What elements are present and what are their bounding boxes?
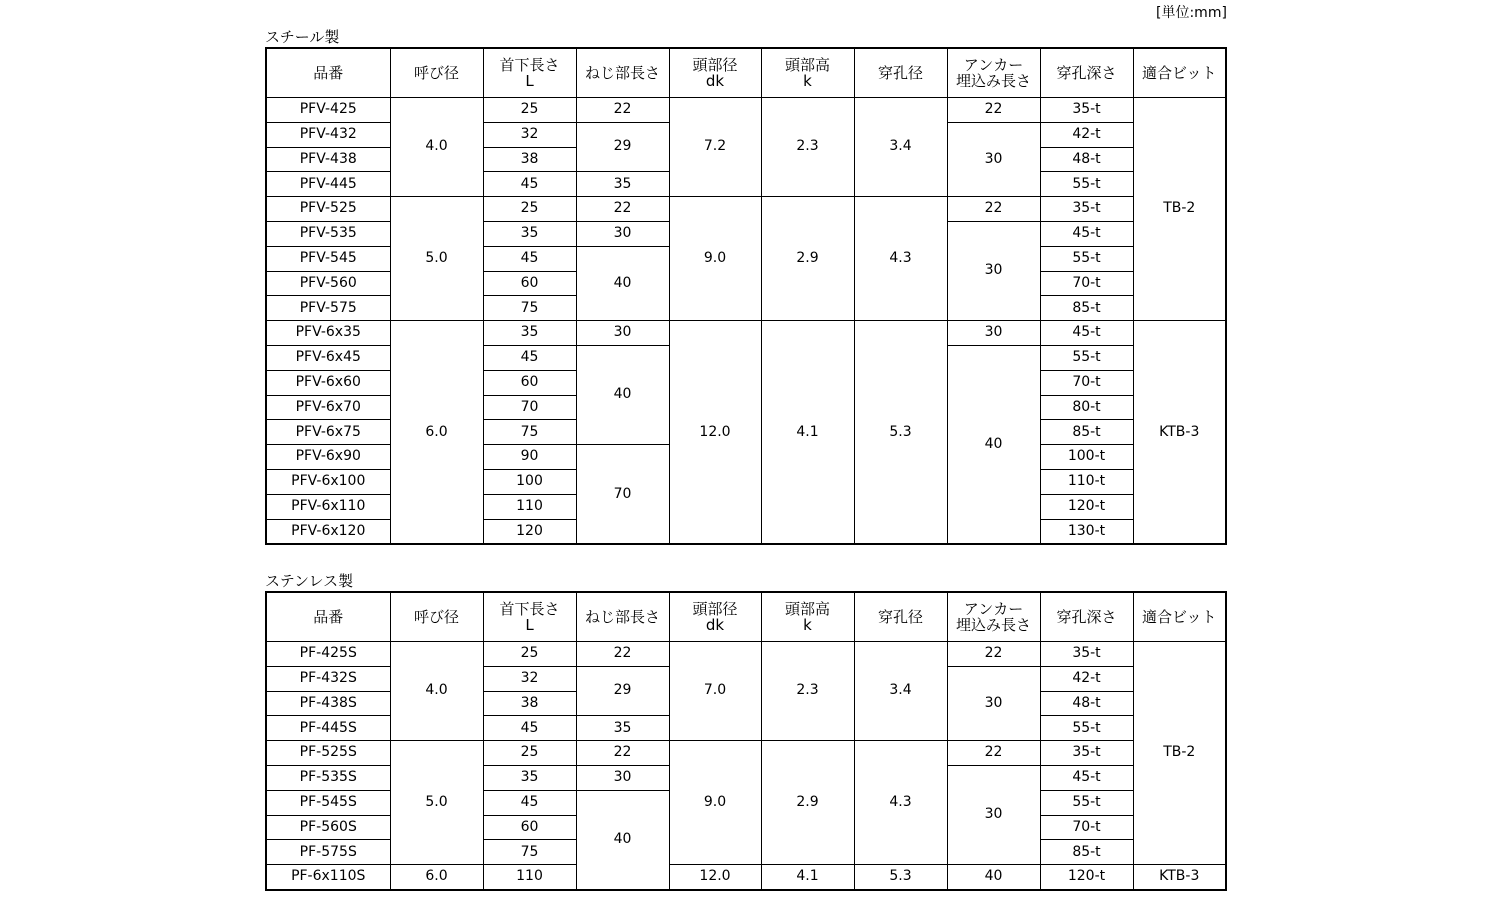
part-number-cell: PFV-6x120 [266, 519, 390, 544]
thread-cell: 22 [576, 642, 669, 667]
header-row [266, 48, 1226, 98]
thread-cell: 22 [576, 98, 669, 123]
table-row [266, 642, 1226, 667]
thread-cell: 29 [576, 122, 669, 172]
length-cell: 75 [483, 420, 576, 445]
length-cell: 45 [483, 172, 576, 197]
drill-dia-cell: 3.4 [854, 98, 947, 197]
length-cell: 35 [483, 221, 576, 246]
drill-depth-cell: 42-t [1040, 666, 1133, 691]
embed-cell: 40 [947, 345, 1040, 544]
drill-depth-cell: 120-t [1040, 865, 1133, 890]
head-k-cell: 2.9 [761, 197, 854, 321]
stainless-spec-table [265, 591, 1227, 891]
table-row [266, 98, 1226, 123]
embed-cell: 22 [947, 98, 1040, 123]
header-nominal-diameter: 呼び径 [390, 592, 483, 642]
head-k-cell: 2.3 [761, 642, 854, 741]
part-number-cell: PFV-535 [266, 221, 390, 246]
drill-depth-cell: 35-t [1040, 642, 1133, 667]
length-cell: 60 [483, 815, 576, 840]
length-cell: 45 [483, 246, 576, 271]
drill-depth-cell: 70-t [1040, 370, 1133, 395]
header-embed-length: アンカー 埋込み長さ [947, 48, 1040, 98]
nominal-cell: 6.0 [390, 865, 483, 890]
length-cell: 45 [483, 716, 576, 741]
header-nominal-diameter: 呼び径 [390, 48, 483, 98]
part-number-cell: PFV-6x60 [266, 370, 390, 395]
head-dk-cell: 9.0 [669, 197, 761, 321]
header-row [266, 592, 1226, 642]
drill-depth-cell: 35-t [1040, 197, 1133, 222]
thread-cell: 30 [576, 221, 669, 246]
drill-depth-cell: 55-t [1040, 716, 1133, 741]
part-number-cell: PFV-6x75 [266, 420, 390, 445]
drill-depth-cell: 80-t [1040, 395, 1133, 420]
drill-depth-cell: 85-t [1040, 840, 1133, 865]
length-cell: 110 [483, 494, 576, 519]
header-drill-depth: 穿孔深さ [1040, 48, 1133, 98]
drill-depth-cell: 130-t [1040, 519, 1133, 544]
header-part-number: 品番 [266, 48, 390, 98]
header-drill-diameter: 穿孔径 [854, 48, 947, 98]
part-number-cell: PF-525S [266, 741, 390, 766]
length-cell: 25 [483, 197, 576, 222]
steel-spec-table [265, 47, 1227, 545]
part-number-cell: PF-575S [266, 840, 390, 865]
thread-cell: 70 [576, 445, 669, 545]
bit-cell: TB-2 [1133, 642, 1226, 865]
part-number-cell: PFV-525 [266, 197, 390, 222]
drill-depth-cell: 42-t [1040, 122, 1133, 147]
length-cell: 32 [483, 666, 576, 691]
thread-cell: 30 [576, 321, 669, 346]
head-k-cell: 4.1 [761, 321, 854, 545]
thread-cell: 35 [576, 716, 669, 741]
drill-depth-cell: 35-t [1040, 741, 1133, 766]
part-number-cell: PF-432S [266, 666, 390, 691]
length-cell: 32 [483, 122, 576, 147]
embed-cell: 30 [947, 122, 1040, 196]
length-cell: 70 [483, 395, 576, 420]
head-dk-cell: 7.2 [669, 98, 761, 197]
embed-cell: 22 [947, 741, 1040, 766]
header-drill-depth: 穿孔深さ [1040, 592, 1133, 642]
part-number-cell: PFV-6x100 [266, 469, 390, 494]
length-cell: 60 [483, 271, 576, 296]
drill-depth-cell: 55-t [1040, 172, 1133, 197]
drill-depth-cell: 55-t [1040, 246, 1133, 271]
header-thread-length: ねじ部長さ [576, 48, 669, 98]
part-number-cell: PF-6x110S [266, 865, 390, 890]
embed-cell: 30 [947, 666, 1040, 740]
header-head-diameter: 頭部径 dk [669, 48, 761, 98]
head-dk-cell: 9.0 [669, 741, 761, 865]
stainless-section-title: ステンレス製 [265, 572, 354, 590]
length-cell: 120 [483, 519, 576, 544]
table-row [266, 741, 1226, 766]
part-number-cell: PFV-6x110 [266, 494, 390, 519]
bit-cell: TB-2 [1133, 98, 1226, 321]
header-head-diameter: 頭部径 dk [669, 592, 761, 642]
thread-cell: 35 [576, 172, 669, 197]
steel-section-title: スチール製 [265, 28, 340, 46]
table-row [266, 865, 1226, 890]
head-dk-cell: 12.0 [669, 865, 761, 890]
header-thread-length: ねじ部長さ [576, 592, 669, 642]
drill-depth-cell: 48-t [1040, 691, 1133, 716]
part-number-cell: PFV-6x90 [266, 445, 390, 470]
drill-depth-cell: 55-t [1040, 345, 1133, 370]
bit-cell: KTB-3 [1133, 865, 1226, 890]
head-k-cell: 2.9 [761, 741, 854, 865]
length-cell: 75 [483, 296, 576, 321]
drill-depth-cell: 120-t [1040, 494, 1133, 519]
embed-cell: 40 [947, 865, 1040, 890]
length-cell: 110 [483, 865, 576, 890]
embed-cell: 30 [947, 221, 1040, 320]
length-cell: 38 [483, 691, 576, 716]
drill-dia-cell: 4.3 [854, 197, 947, 321]
part-number-cell: PFV-560 [266, 271, 390, 296]
drill-dia-cell: 3.4 [854, 642, 947, 741]
drill-depth-cell: 45-t [1040, 221, 1133, 246]
nominal-cell: 5.0 [390, 197, 483, 321]
drill-depth-cell: 85-t [1040, 296, 1133, 321]
thread-cell: 40 [576, 246, 669, 320]
bit-cell: KTB-3 [1133, 321, 1226, 545]
part-number-cell: PFV-575 [266, 296, 390, 321]
thread-cell: 22 [576, 741, 669, 766]
part-number-cell: PFV-6x35 [266, 321, 390, 346]
drill-dia-cell: 4.3 [854, 741, 947, 865]
part-number-cell: PFV-6x45 [266, 345, 390, 370]
length-cell: 38 [483, 147, 576, 172]
table-row [266, 197, 1226, 222]
part-number-cell: PF-545S [266, 790, 390, 815]
part-number-cell: PF-425S [266, 642, 390, 667]
nominal-cell: 4.0 [390, 98, 483, 197]
drill-depth-cell: 45-t [1040, 321, 1133, 346]
unit-label: [単位:mm] [1156, 5, 1227, 21]
drill-depth-cell: 45-t [1040, 765, 1133, 790]
head-k-cell: 2.3 [761, 98, 854, 197]
length-cell: 45 [483, 345, 576, 370]
length-cell: 75 [483, 840, 576, 865]
table-row [266, 321, 1226, 346]
drill-dia-cell: 5.3 [854, 865, 947, 890]
drill-depth-cell: 48-t [1040, 147, 1133, 172]
nominal-cell: 4.0 [390, 642, 483, 741]
length-cell: 35 [483, 765, 576, 790]
drill-depth-cell: 85-t [1040, 420, 1133, 445]
part-number-cell: PFV-6x70 [266, 395, 390, 420]
header-length: 首下長さ L [483, 48, 576, 98]
drill-depth-cell: 110-t [1040, 469, 1133, 494]
nominal-cell: 6.0 [390, 321, 483, 545]
header-bit: 適合ビット [1133, 592, 1226, 642]
part-number-cell: PFV-425 [266, 98, 390, 123]
drill-depth-cell: 70-t [1040, 271, 1133, 296]
header-embed-length: アンカー 埋込み長さ [947, 592, 1040, 642]
length-cell: 35 [483, 321, 576, 346]
header-drill-diameter: 穿孔径 [854, 592, 947, 642]
length-cell: 45 [483, 790, 576, 815]
header-length: 首下長さ L [483, 592, 576, 642]
thread-cell: 40 [576, 345, 669, 444]
part-number-cell: PFV-445 [266, 172, 390, 197]
header-head-height: 頭部高 k [761, 592, 854, 642]
drill-depth-cell: 35-t [1040, 98, 1133, 123]
nominal-cell: 5.0 [390, 741, 483, 865]
embed-cell: 30 [947, 321, 1040, 346]
part-number-cell: PF-560S [266, 815, 390, 840]
head-dk-cell: 7.0 [669, 642, 761, 741]
header-bit: 適合ビット [1133, 48, 1226, 98]
drill-depth-cell: 70-t [1040, 815, 1133, 840]
length-cell: 100 [483, 469, 576, 494]
part-number-cell: PF-445S [266, 716, 390, 741]
part-number-cell: PF-535S [266, 765, 390, 790]
head-dk-cell: 12.0 [669, 321, 761, 545]
header-part-number: 品番 [266, 592, 390, 642]
embed-cell: 30 [947, 765, 1040, 864]
drill-depth-cell: 55-t [1040, 790, 1133, 815]
embed-cell: 22 [947, 642, 1040, 667]
length-cell: 25 [483, 98, 576, 123]
drill-depth-cell: 100-t [1040, 445, 1133, 470]
drill-dia-cell: 5.3 [854, 321, 947, 545]
part-number-cell: PFV-438 [266, 147, 390, 172]
thread-cell: 40 [576, 790, 669, 890]
header-head-height: 頭部高 k [761, 48, 854, 98]
embed-cell: 22 [947, 197, 1040, 222]
length-cell: 60 [483, 370, 576, 395]
part-number-cell: PFV-432 [266, 122, 390, 147]
length-cell: 25 [483, 741, 576, 766]
part-number-cell: PFV-545 [266, 246, 390, 271]
length-cell: 90 [483, 445, 576, 470]
thread-cell: 22 [576, 197, 669, 222]
head-k-cell: 4.1 [761, 865, 854, 890]
part-number-cell: PF-438S [266, 691, 390, 716]
thread-cell: 30 [576, 765, 669, 790]
length-cell: 25 [483, 642, 576, 667]
thread-cell: 29 [576, 666, 669, 716]
